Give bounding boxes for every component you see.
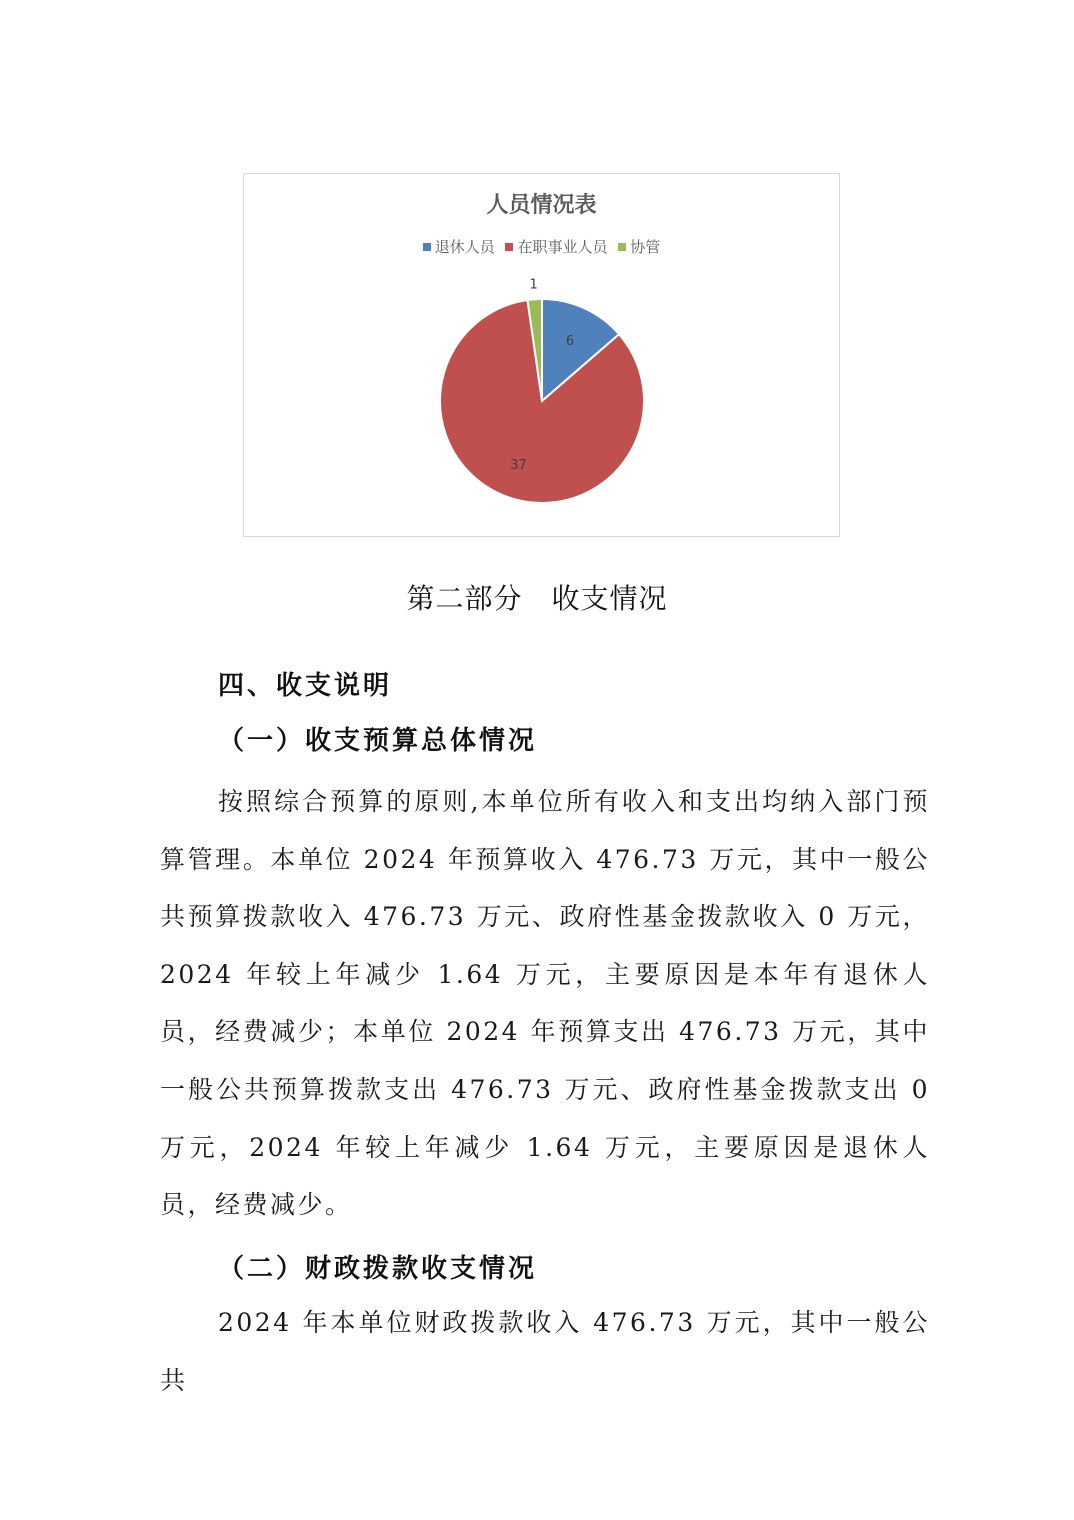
pie-plot <box>244 174 841 538</box>
heading-income-expense: 四、收支说明 <box>218 671 393 701</box>
legend-label-assistant: 协管 <box>630 238 661 256</box>
chart-title: 人员情况表 <box>486 193 597 218</box>
section-title: 第二部分 收支情况 <box>406 582 668 615</box>
paragraph-budget-overview: 按照综合预算的原则,本单位所有收入和支出均纳入部门预算管理。本单位 2024 年预算收入 476.73 万元，其中一般公共预算拨款收入 476.73 万元、政府性基金拨款收入 0 万元，2024 年较上年减少 1.64 万元，主要原因是本年有退休人员，经费减少；本单位 2024 年预算支出 476.73 万元，其中一般公共预算拨款支出 476.73 万元、政府性基金拨款支出 0 万元，2024 年较上年减少 1.64 万元，主要原因是退休人员，经费减少。 <box>160 787 930 1220</box>
data-label-retired: 6 <box>565 333 575 349</box>
legend-label-active-staff: 在职事业人员 <box>517 238 608 256</box>
paragraph-fiscal-appropriation: 2024 年本单位财政拨款收入 476.73 万元，其中一般公共 <box>160 1308 930 1395</box>
data-label-assistant: 1 <box>529 277 538 293</box>
personnel-pie-chart <box>243 173 840 537</box>
heading-fiscal-appropriation: （二）财政拨款收支情况 <box>218 1254 538 1284</box>
legend-label-retired: 退休人员 <box>434 238 495 256</box>
heading-budget-overview: （一）收支预算总体情况 <box>218 726 538 756</box>
data-label-active-staff: 37 <box>510 458 527 474</box>
